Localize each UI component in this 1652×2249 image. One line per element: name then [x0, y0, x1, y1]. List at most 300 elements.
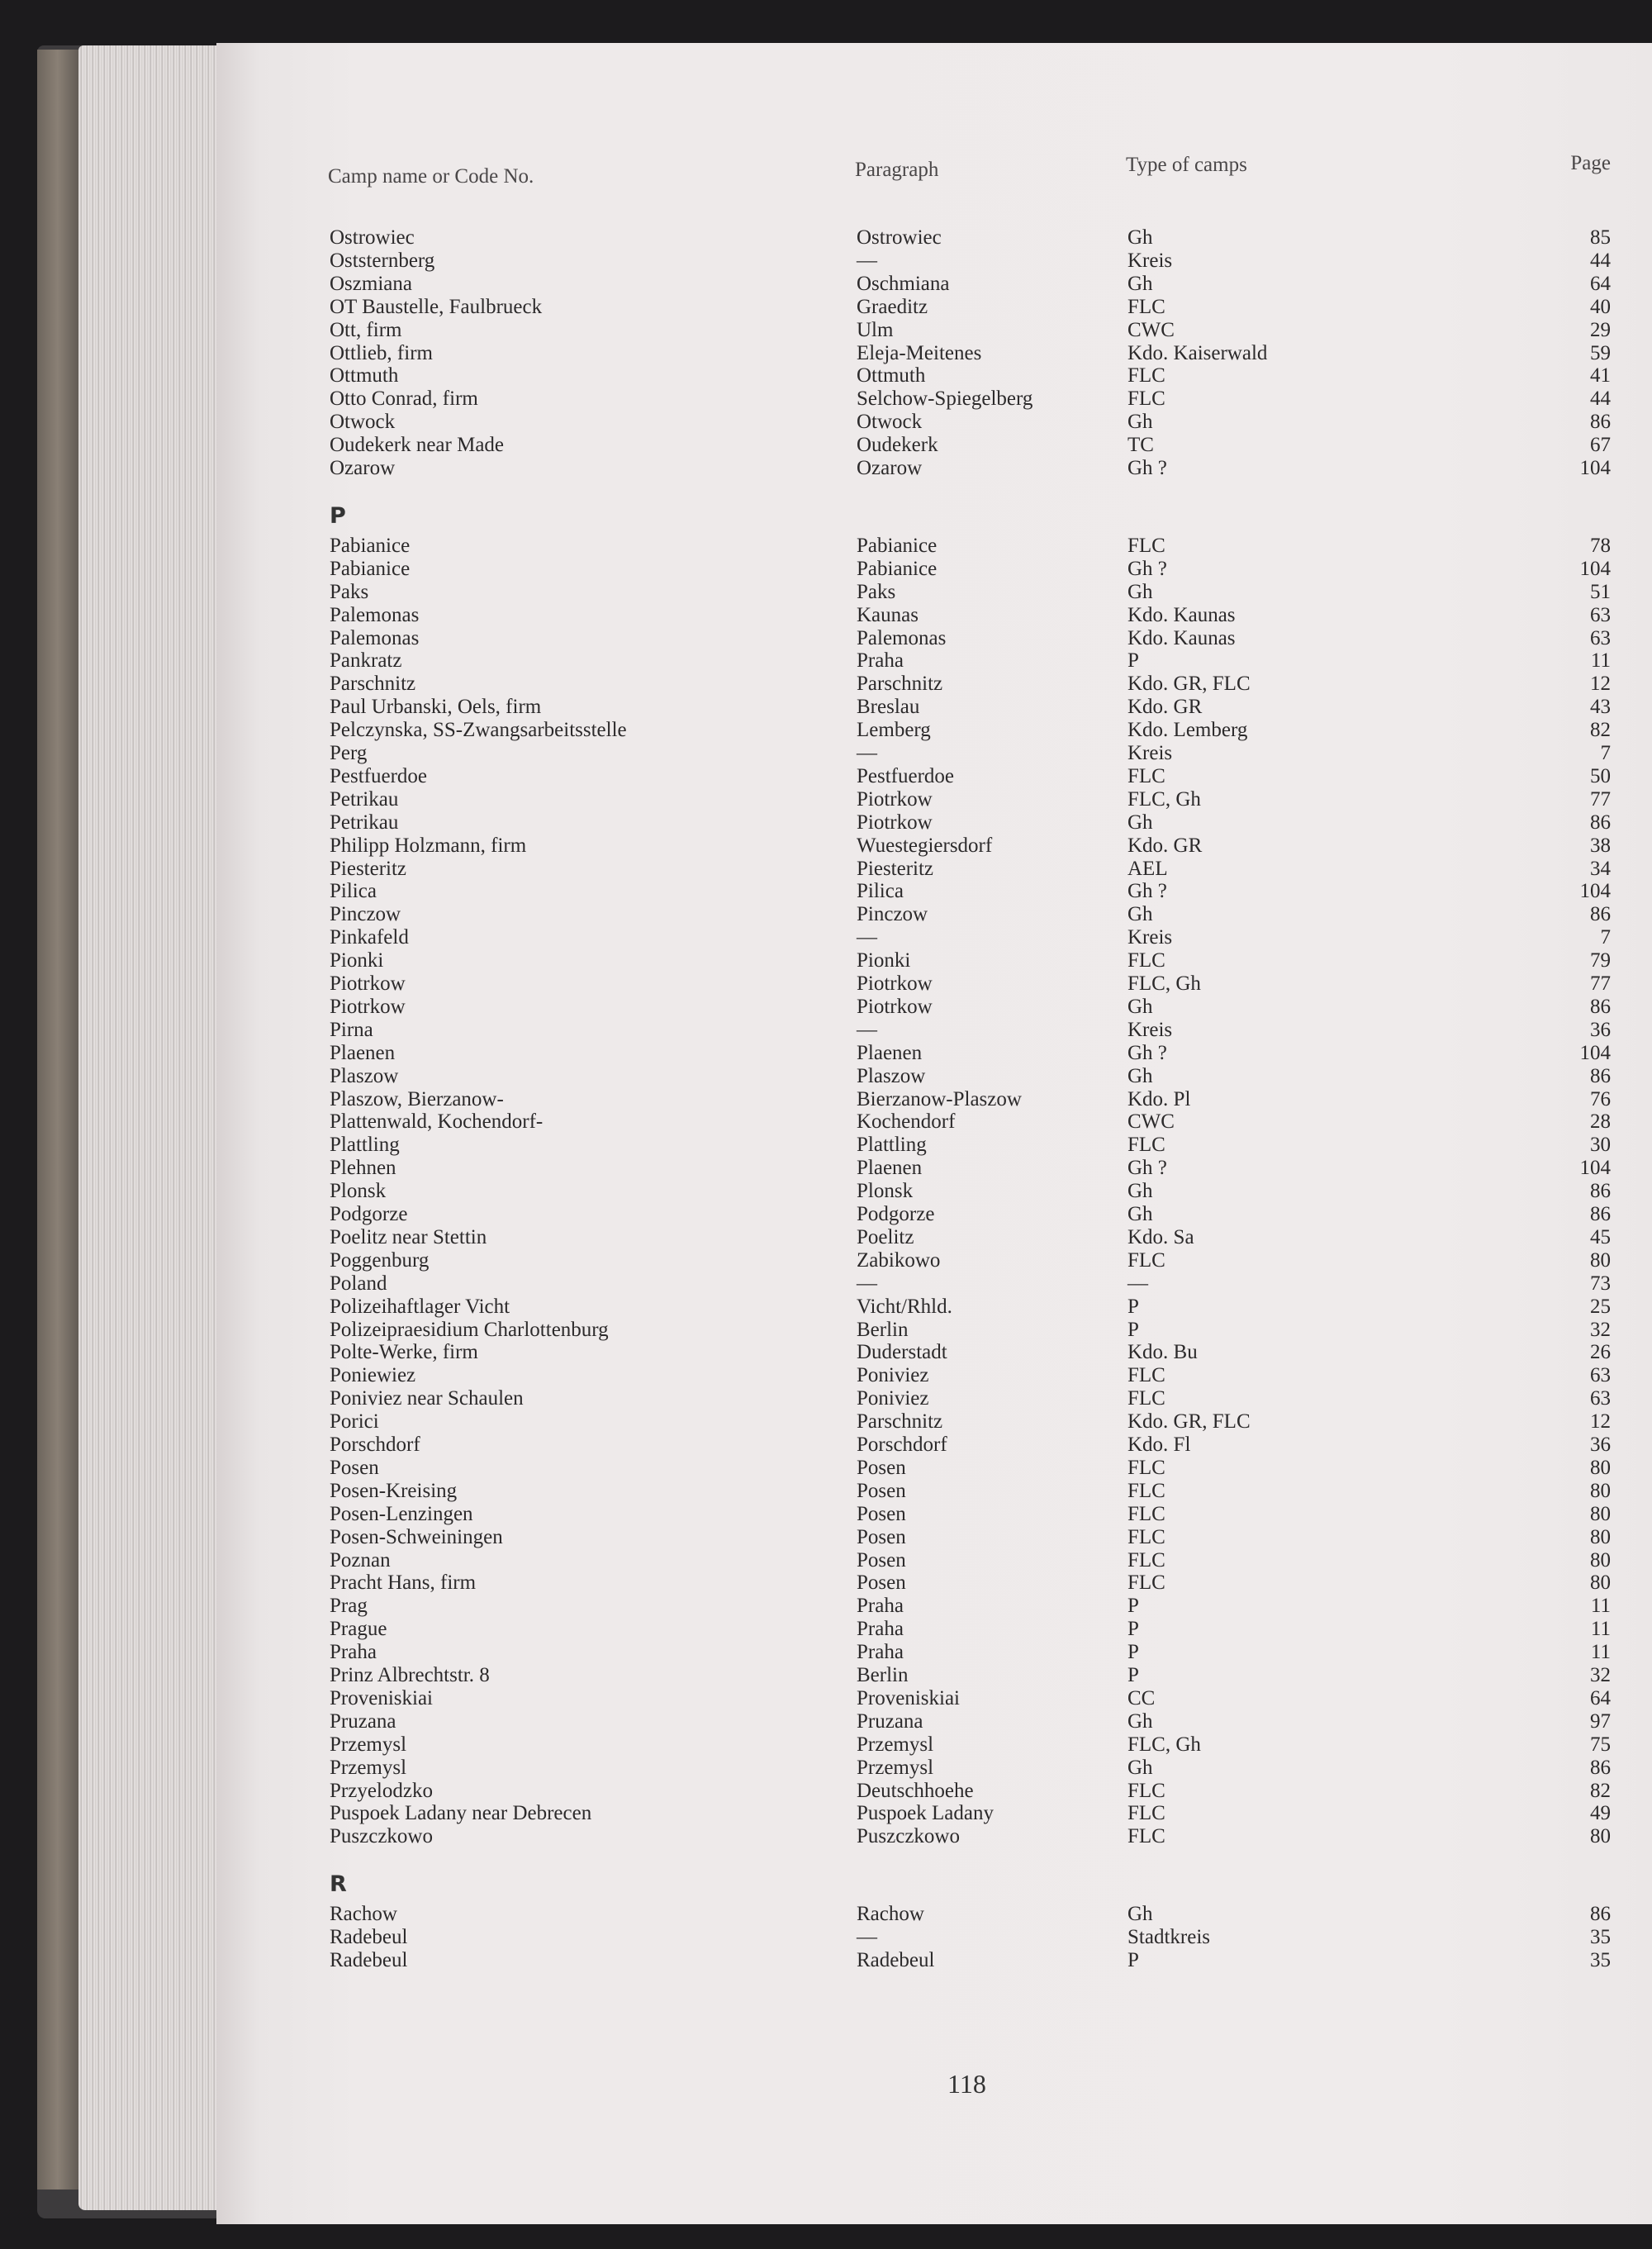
camp-type: Gh	[1127, 580, 1153, 603]
paragraph: Posen	[857, 1456, 906, 1479]
camp-name: Rachow	[330, 1903, 397, 1926]
camp-name: Porschdorf	[330, 1434, 420, 1456]
table-row	[216, 1364, 1652, 1387]
table-row	[216, 342, 1652, 365]
paragraph: Puszczkowo	[857, 1825, 960, 1848]
table-row	[216, 696, 1652, 719]
camp-type: FLC	[1127, 764, 1165, 787]
camp-name: Poniewiez	[330, 1364, 416, 1387]
table-row	[216, 364, 1652, 388]
camp-name: Petrikau	[330, 787, 399, 811]
table-row	[216, 1780, 1652, 1803]
page-ref: 35	[1590, 1926, 1611, 1949]
camp-name: Polizeipraesidium Charlottenburg	[330, 1318, 609, 1341]
camp-name: Perg	[330, 742, 368, 764]
table-row	[216, 811, 1652, 834]
page-ref: 86	[1590, 1903, 1611, 1926]
camp-name: Radebeul	[330, 1949, 408, 1971]
table-row	[216, 1134, 1652, 1157]
page-ref: 86	[1590, 1203, 1611, 1225]
camp-type: Kdo. Sa	[1127, 1225, 1194, 1248]
camp-name: Przyelodzko	[330, 1779, 433, 1802]
page-ref: 80	[1590, 1825, 1611, 1848]
paragraph: Oschmiana	[857, 272, 950, 295]
page-ref: 75	[1590, 1733, 1611, 1756]
table-row	[216, 1296, 1652, 1319]
camp-type: Kdo. GR, FLC	[1127, 1410, 1251, 1434]
camp-type: FLC	[1127, 1525, 1165, 1548]
page-ref: 11	[1590, 1595, 1611, 1618]
table-row	[216, 1687, 1652, 1710]
camp-name: Pracht Hans, firm	[330, 1571, 477, 1595]
table-row	[216, 1480, 1652, 1503]
camp-type: FLC, Gh	[1127, 1733, 1201, 1756]
paragraph: Palemonas	[857, 626, 947, 649]
page-edges	[78, 45, 219, 2210]
camp-name: Poggenburg	[330, 1248, 430, 1272]
camp-type: FLC	[1127, 1364, 1165, 1387]
camp-type: Gh ?	[1127, 557, 1167, 580]
table-row	[216, 834, 1652, 858]
table-row	[216, 1387, 1652, 1410]
camp-name: Posen-Schweiningen	[330, 1525, 503, 1548]
paragraph: Plaszow	[857, 1064, 926, 1087]
camp-name: Praha	[330, 1641, 377, 1664]
camp-name: Ostrowiec	[330, 226, 415, 249]
page-ref: 11	[1590, 649, 1611, 673]
page-ref: 32	[1590, 1664, 1611, 1686]
paragraph: Parschnitz	[857, 673, 943, 696]
table-row	[216, 1019, 1652, 1042]
table-row	[216, 457, 1652, 480]
camp-type: FLC	[1127, 949, 1165, 972]
paragraph: Pabianice	[857, 534, 938, 557]
table-row	[216, 558, 1652, 581]
camp-type: Kdo. Bu	[1127, 1341, 1198, 1364]
camp-name: Plaszow, Bierzanow-	[330, 1087, 504, 1110]
paragraph: Berlin	[857, 1318, 909, 1341]
camp-name: Pabianice	[330, 557, 411, 580]
camp-type: Kdo. Kaunas	[1127, 603, 1236, 626]
paragraph: Selchow-Spiegelberg	[857, 388, 1033, 411]
camp-name: Plonsk	[330, 1180, 387, 1203]
page-ref: 45	[1590, 1225, 1611, 1248]
camp-name: Posen	[330, 1456, 379, 1479]
page-ref: 30	[1590, 1134, 1611, 1157]
page-ref: 63	[1590, 1364, 1611, 1387]
paragraph: Bierzanow-Plaszow	[857, 1087, 1022, 1110]
camp-name: Ozarow	[330, 457, 396, 479]
camp-name: Poelitz near Stettin	[330, 1225, 487, 1248]
table-row	[216, 604, 1652, 627]
camp-name: Paks	[330, 580, 369, 603]
camp-type: FLC	[1127, 534, 1165, 557]
table-row	[216, 1733, 1652, 1757]
book-page	[216, 43, 1652, 2224]
table-row	[216, 673, 1652, 696]
camp-type: FLC	[1127, 1802, 1165, 1825]
page-ref: 80	[1590, 1248, 1611, 1272]
page-ref: 51	[1590, 580, 1611, 603]
paragraph: Oudekerk	[857, 434, 938, 457]
page-ref: 86	[1590, 1756, 1611, 1779]
camp-type: Gh	[1127, 272, 1153, 295]
table-row	[216, 1949, 1652, 1972]
page-ref: 7	[1600, 742, 1611, 764]
paragraph: —	[857, 926, 877, 949]
table-row	[216, 581, 1652, 604]
table-row	[216, 719, 1652, 742]
camp-type: Kdo. GR	[1127, 834, 1203, 857]
paragraph: Piesteritz	[857, 857, 934, 880]
paragraph: Poniviez	[857, 1387, 929, 1410]
camp-name: Pankratz	[330, 649, 402, 673]
camp-type: Gh	[1127, 903, 1153, 926]
paragraph: Radebeul	[857, 1949, 935, 1971]
page-ref: 97	[1590, 1709, 1611, 1733]
page-ref: 7	[1600, 926, 1611, 949]
page-ref: 73	[1590, 1272, 1611, 1295]
camp-name: Plattenwald, Kochendorf-	[330, 1110, 544, 1134]
camp-type: FLC, Gh	[1127, 972, 1201, 995]
camp-type: Gh ?	[1127, 1041, 1167, 1064]
camp-type: FLC	[1127, 295, 1165, 318]
page-ref: 104	[1579, 880, 1611, 903]
page-ref: 85	[1590, 226, 1611, 249]
table-row	[216, 1410, 1652, 1434]
page-number: 118	[947, 2069, 986, 2099]
paragraph: Kochendorf	[857, 1110, 956, 1134]
camp-type: FLC	[1127, 1571, 1165, 1595]
page-ref: 59	[1590, 341, 1611, 364]
paragraph: Poelitz	[857, 1225, 914, 1248]
page-ref: 104	[1579, 1041, 1611, 1064]
camp-name: Puszczkowo	[330, 1825, 433, 1848]
table-row	[216, 1088, 1652, 1111]
page-ref: 86	[1590, 995, 1611, 1018]
page-ref: 80	[1590, 1525, 1611, 1548]
camp-type: FLC	[1127, 388, 1165, 411]
paragraph: Podgorze	[857, 1203, 935, 1225]
camp-name: Otwock	[330, 411, 396, 434]
paragraph: Piotrkow	[857, 811, 933, 834]
paragraph: —	[857, 249, 877, 272]
camp-type: TC	[1127, 434, 1154, 457]
paragraph: Piotrkow	[857, 995, 933, 1018]
table-row	[216, 1926, 1652, 1949]
camp-name: Pionki	[330, 949, 384, 972]
page-ref: 104	[1579, 557, 1611, 580]
table-row	[216, 1249, 1652, 1272]
table-row	[216, 1641, 1652, 1664]
camp-name: Prag	[330, 1595, 368, 1618]
camp-name: Porici	[330, 1410, 379, 1434]
camp-type: Gh ?	[1127, 880, 1167, 903]
camp-type: Gh	[1127, 1203, 1153, 1225]
camp-name: Podgorze	[330, 1203, 408, 1225]
paragraph: Przemysl	[857, 1756, 934, 1779]
camp-name: Pabianice	[330, 534, 411, 557]
page-ref: 80	[1590, 1456, 1611, 1479]
camp-name: Prinz Albrechtstr. 8	[330, 1664, 490, 1686]
page-ref: 63	[1590, 626, 1611, 649]
table-row	[216, 1664, 1652, 1687]
paragraph: Pinczow	[857, 903, 928, 926]
camp-name: Pinkafeld	[330, 926, 409, 949]
header-page: Page	[1570, 152, 1611, 174]
paragraph: Pestfuerdoe	[857, 764, 955, 787]
camp-type: Kdo. GR	[1127, 696, 1203, 719]
paragraph: Lemberg	[857, 719, 931, 742]
section-letter: P	[330, 502, 346, 529]
camp-type: Kreis	[1127, 926, 1173, 949]
page-ref: 77	[1590, 972, 1611, 995]
page-ref: 67	[1590, 434, 1611, 457]
page-ref: 40	[1590, 295, 1611, 318]
camp-name: Piotrkow	[330, 972, 406, 995]
paragraph: Otwock	[857, 411, 923, 434]
table-row	[216, 1226, 1652, 1249]
camp-type: P	[1127, 1664, 1139, 1686]
camp-type: FLC	[1127, 1134, 1165, 1157]
camp-type: Kdo. Pl	[1127, 1087, 1191, 1110]
table-row	[216, 273, 1652, 296]
camp-type: Gh	[1127, 811, 1153, 834]
paragraph: Vicht/Rhld.	[857, 1295, 952, 1318]
page-ref: 25	[1590, 1295, 1611, 1318]
table-row	[216, 627, 1652, 650]
page-ref: 43	[1590, 696, 1611, 719]
page-ref: 32	[1590, 1318, 1611, 1341]
paragraph: Kaunas	[857, 603, 919, 626]
table-row	[216, 411, 1652, 434]
camp-name: Ottlieb, firm	[330, 341, 433, 364]
paragraph: Praha	[857, 649, 904, 673]
camp-type: P	[1127, 1595, 1139, 1618]
paragraph: Plonsk	[857, 1180, 914, 1203]
camp-type: P	[1127, 649, 1139, 673]
table-row	[216, 319, 1652, 342]
table-row	[216, 926, 1652, 949]
paragraph: Breslau	[857, 696, 920, 719]
table-row	[216, 858, 1652, 881]
paragraph: Posen	[857, 1525, 906, 1548]
table-row	[216, 1180, 1652, 1203]
camp-type: Gh	[1127, 1903, 1153, 1926]
table-row	[216, 1319, 1652, 1342]
paragraph: Proveniskiai	[857, 1686, 960, 1709]
table-row	[216, 742, 1652, 765]
page-ref: 11	[1590, 1641, 1611, 1664]
page-ref: 64	[1590, 1686, 1611, 1709]
page-ref: 86	[1590, 411, 1611, 434]
paragraph: Posen	[857, 1502, 906, 1525]
page-ref: 86	[1590, 1180, 1611, 1203]
paragraph: Poniviez	[857, 1364, 929, 1387]
page-ref: 80	[1590, 1502, 1611, 1525]
camp-name: Plattling	[330, 1134, 400, 1157]
camp-type: FLC	[1127, 1479, 1165, 1502]
paragraph: Praha	[857, 1595, 904, 1618]
camp-name: Polizeihaftlager Vicht	[330, 1295, 510, 1318]
camp-type: Gh	[1127, 1756, 1153, 1779]
paragraph: Zabikowo	[857, 1248, 941, 1272]
camp-type: Kreis	[1127, 742, 1173, 764]
paragraph: Porschdorf	[857, 1434, 947, 1456]
page-ref: 12	[1590, 1410, 1611, 1434]
camp-type: Stadtkreis	[1127, 1926, 1210, 1949]
page-ref: 86	[1590, 811, 1611, 834]
page-ref: 38	[1590, 834, 1611, 857]
camp-type: FLC	[1127, 1502, 1165, 1525]
camp-type: P	[1127, 1318, 1139, 1341]
table-row	[216, 1825, 1652, 1848]
table-row	[216, 1903, 1652, 1926]
table-row	[216, 1526, 1652, 1549]
page-ref: 63	[1590, 603, 1611, 626]
table-row	[216, 972, 1652, 996]
page-ref: 80	[1590, 1571, 1611, 1595]
table-row	[216, 1110, 1652, 1134]
paragraph: Posen	[857, 1479, 906, 1502]
table-row	[216, 880, 1652, 903]
table-row	[216, 1503, 1652, 1526]
camp-type: Kreis	[1127, 249, 1173, 272]
table-row	[216, 388, 1652, 411]
camp-name: Parschnitz	[330, 673, 416, 696]
paragraph: —	[857, 1018, 877, 1041]
paragraph: Parschnitz	[857, 1410, 943, 1434]
page-ref: 82	[1590, 1779, 1611, 1802]
table-row	[216, 1042, 1652, 1065]
camp-name: Palemonas	[330, 603, 420, 626]
camp-type: FLC	[1127, 364, 1165, 388]
camp-type: Gh ?	[1127, 457, 1167, 479]
camp-name: Polte-Werke, firm	[330, 1341, 478, 1364]
camp-type: Gh	[1127, 1064, 1153, 1087]
page-ref: 44	[1590, 249, 1611, 272]
paragraph: —	[857, 1926, 877, 1949]
page-ref: 80	[1590, 1548, 1611, 1571]
table-row	[216, 434, 1652, 457]
table-row	[216, 1710, 1652, 1733]
paragraph: Paks	[857, 580, 896, 603]
page-ref: 36	[1590, 1018, 1611, 1041]
table-row	[216, 1272, 1652, 1296]
table-row	[216, 903, 1652, 926]
camp-type: Gh	[1127, 226, 1153, 249]
table-row	[216, 1757, 1652, 1780]
paragraph: Plattling	[857, 1134, 927, 1157]
camp-name: Petrikau	[330, 811, 399, 834]
camp-type: Gh	[1127, 411, 1153, 434]
book-spine	[37, 50, 83, 2190]
paragraph: Duderstadt	[857, 1341, 947, 1364]
camp-type: CC	[1127, 1686, 1156, 1709]
paragraph: Praha	[857, 1641, 904, 1664]
camp-name: Pirna	[330, 1018, 373, 1041]
camp-name: Proveniskiai	[330, 1686, 433, 1709]
page-ref: 104	[1579, 1157, 1611, 1180]
paragraph: Piotrkow	[857, 972, 933, 995]
camp-type: Gh	[1127, 995, 1153, 1018]
paragraph: Deutschhoehe	[857, 1779, 974, 1802]
camp-type: P	[1127, 1949, 1139, 1971]
paragraph: Puspoek Ladany	[857, 1802, 994, 1825]
table-row	[216, 949, 1652, 972]
camp-name: Palemonas	[330, 626, 420, 649]
page-ref: 12	[1590, 673, 1611, 696]
camp-name: Oststernberg	[330, 249, 435, 272]
camp-name: Ott, firm	[330, 318, 402, 341]
camp-type: Kdo. GR, FLC	[1127, 673, 1251, 696]
camp-type: FLC	[1127, 1825, 1165, 1848]
camp-type: Gh	[1127, 1709, 1153, 1733]
page-ref: 50	[1590, 764, 1611, 787]
camp-name: Puspoek Ladany near Debrecen	[330, 1802, 592, 1825]
table-row	[216, 535, 1652, 558]
paragraph: Pionki	[857, 949, 911, 972]
camp-name: Piotrkow	[330, 995, 406, 1018]
camp-name: Oszmiana	[330, 272, 412, 295]
paragraph: Pabianice	[857, 557, 938, 580]
paragraph: Ozarow	[857, 457, 923, 479]
camp-name: Pelczynska, SS-Zwangsarbeitsstelle	[330, 719, 627, 742]
camp-type: Kdo. Kaunas	[1127, 626, 1236, 649]
camp-name: Paul Urbanski, Oels, firm	[330, 696, 542, 719]
paragraph: Posen	[857, 1548, 906, 1571]
paragraph: —	[857, 1272, 877, 1295]
camp-name: Prague	[330, 1618, 387, 1641]
page-ref: 34	[1590, 857, 1611, 880]
camp-name: Pestfuerdoe	[330, 764, 428, 787]
camp-name: Pinczow	[330, 903, 401, 926]
page-ref: 64	[1590, 272, 1611, 295]
camp-name: Radebeul	[330, 1926, 408, 1949]
camp-type: Kdo. Fl	[1127, 1434, 1191, 1456]
camp-type: P	[1127, 1641, 1139, 1664]
paragraph: Plaenen	[857, 1041, 923, 1064]
paragraph: Posen	[857, 1571, 906, 1595]
table-row	[216, 226, 1652, 250]
camp-type: —	[1127, 1272, 1148, 1295]
table-row	[216, 1549, 1652, 1572]
page-ref: 86	[1590, 1064, 1611, 1087]
table-row	[216, 765, 1652, 788]
camp-type: Kdo. Kaiserwald	[1127, 341, 1268, 364]
camp-name: Pilica	[330, 880, 377, 903]
page-ref: 86	[1590, 903, 1611, 926]
page-ref: 78	[1590, 534, 1611, 557]
camp-type: FLC	[1127, 1387, 1165, 1410]
paragraph: Piotrkow	[857, 787, 933, 811]
camp-type: FLC	[1127, 1456, 1165, 1479]
table-row	[216, 1434, 1652, 1457]
paragraph: Ottmuth	[857, 364, 926, 388]
page-ref: 104	[1579, 457, 1611, 479]
table-row	[216, 788, 1652, 811]
page-ref: 49	[1590, 1802, 1611, 1825]
table-row	[216, 649, 1652, 673]
table-row	[216, 1203, 1652, 1226]
table-row	[216, 1341, 1652, 1364]
camp-name: OT Baustelle, Faulbrueck	[330, 295, 543, 318]
page-ref: 82	[1590, 719, 1611, 742]
section-letter: R	[330, 1871, 347, 1898]
camp-name: Posen-Kreising	[330, 1479, 458, 1502]
table-row	[216, 1065, 1652, 1088]
paragraph: Pruzana	[857, 1709, 923, 1733]
